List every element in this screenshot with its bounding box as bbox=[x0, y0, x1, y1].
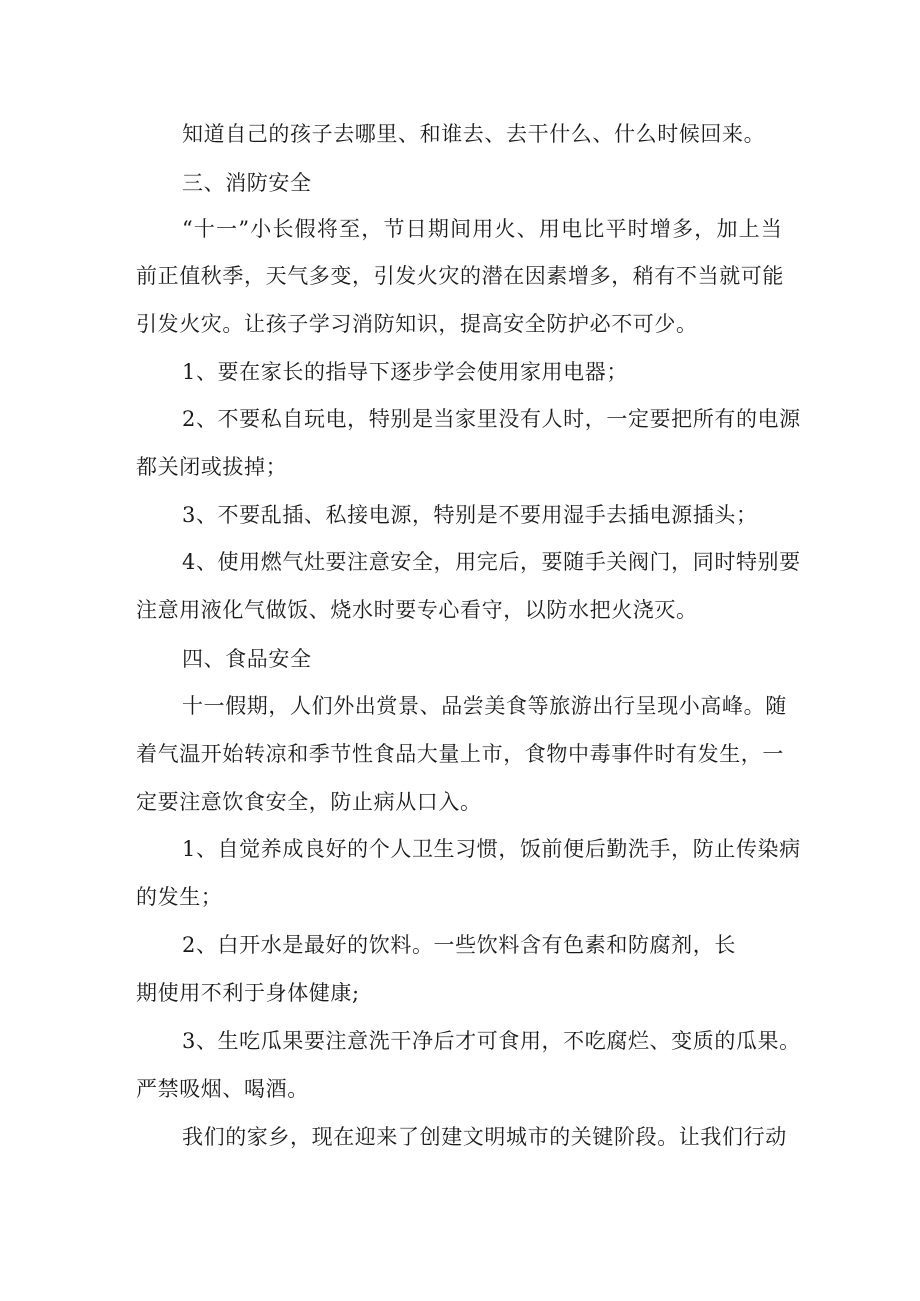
list-item-continuation: 严禁吸烟、喝酒。 bbox=[136, 1077, 309, 1101]
list-item: 1、要在家长的指导下逐步学会使用家用电器； bbox=[182, 360, 628, 384]
list-item: 2、白开水是最好的饮料。一些饮料含有色素和防腐剂，长 bbox=[182, 933, 736, 957]
list-item: 3、生吃瓜果要注意洗干净后才可食用，不吃腐烂、变质的瓜果。 bbox=[182, 1029, 801, 1053]
paragraph-line: 着气温开始转凉和季节性食品大量上市，食物中毒事件时有发生，一 bbox=[136, 742, 784, 766]
list-item: 4、使用燃气灶要注意安全，用完后，要随手关阀门，同时特别要 bbox=[182, 550, 801, 574]
section-heading-food-safety: 四、食品安全 bbox=[182, 647, 312, 671]
paragraph-line: 前正值秋季，天气多变，引发火灾的潜在因素增多，稍有不当就可能 bbox=[136, 264, 784, 288]
paragraph-line: 我们的家乡，现在迎来了创建文明城市的关键阶段。让我们行动 bbox=[182, 1125, 787, 1149]
list-item-continuation: 的发生； bbox=[136, 885, 223, 909]
list-item: 3、不要乱插、私接电源，特别是不要用湿手去插电源插头； bbox=[182, 503, 758, 527]
paragraph-line: 十一假期，人们外出赏景、品尝美食等旅游出行呈现小高峰。随 bbox=[182, 694, 787, 718]
list-item-continuation: 都关闭或拔掉； bbox=[136, 455, 288, 479]
list-item: 1、自觉养成良好的个人卫生习惯，饭前便后勤洗手，防止传染病 bbox=[182, 837, 801, 861]
list-item-continuation: 注意用液化气做饭、烧水时要专心看守，以防水把火浇灭。 bbox=[136, 598, 698, 622]
paragraph-line: 定要注意饮食安全，防止病从口入。 bbox=[136, 790, 482, 814]
paragraph-line: “十一”小长假将至，节日期间用火、用电比平时增多，加上当 bbox=[182, 217, 784, 241]
paragraph-line: 知道自己的孩子去哪里、和谁去、去干什么、什么时候回来。 bbox=[182, 122, 766, 146]
list-item-continuation: 期使用不利于身体健康; bbox=[136, 981, 360, 1005]
list-item: 2、不要私自玩电，特别是当家里没有人时，一定要把所有的电源 bbox=[182, 407, 801, 431]
section-heading-fire-safety: 三、消防安全 bbox=[182, 171, 312, 195]
paragraph-line: 引发火灾。让孩子学习消防知识，提高安全防护必不可少。 bbox=[136, 312, 698, 336]
